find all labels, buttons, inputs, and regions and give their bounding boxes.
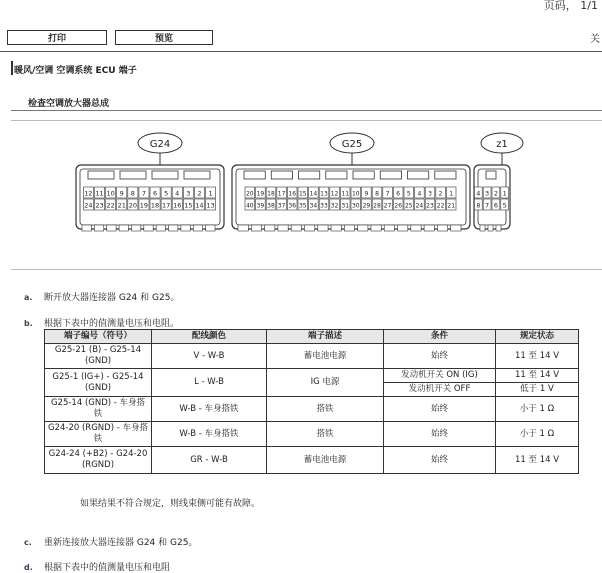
desc-cell: IG 电源: [267, 369, 384, 397]
pin-number: 19: [256, 190, 265, 198]
connector-rib: [384, 225, 394, 231]
step-b: [24, 316, 179, 329]
col-header: 配线颜色: [152, 330, 267, 344]
connector-rib: [411, 225, 421, 231]
pin-number: 35: [298, 202, 307, 210]
connector-rib: [119, 225, 128, 231]
pin-number: 1: [208, 189, 213, 198]
connector-rib: [206, 225, 215, 231]
pin-number: 18: [150, 201, 160, 210]
col-header: 端子描述: [267, 330, 384, 344]
pin-number: 2: [438, 190, 443, 198]
table-header-row: [45, 330, 579, 344]
preview-button[interactable]: 预览: [115, 30, 213, 45]
pin-number: 9: [119, 189, 124, 198]
pin-number: 5: [164, 189, 169, 198]
pin-number: 12: [330, 190, 339, 198]
wire-cell: GR - W-B: [152, 447, 267, 474]
pin-number: 6: [396, 190, 401, 198]
pin-number: 7: [141, 189, 147, 198]
pin-number: 8: [476, 201, 481, 210]
connector-rib: [331, 225, 341, 231]
pin-number: 36: [288, 202, 297, 210]
connector-rib: [107, 225, 116, 231]
pin-number: 4: [175, 189, 180, 198]
condition-cell: 发动机开关 OFF: [384, 383, 496, 397]
pin-number: 23: [95, 201, 104, 210]
terminal-cell: G25-21 (B) - G25-14 (GND): [45, 344, 152, 369]
connector-rib: [94, 225, 103, 231]
condition-cell: 始终: [384, 344, 496, 369]
pin-number: 40: [245, 202, 254, 210]
pin-number: 8: [130, 189, 135, 198]
pin-number: 30: [351, 202, 360, 210]
connector-label: G25: [341, 139, 363, 150]
connector-rib: [144, 225, 153, 231]
pin-number: 12: [84, 189, 93, 198]
pin-number: 32: [330, 202, 339, 210]
spec-cell: 11 至 14 V: [496, 447, 579, 474]
pin-number: 17: [277, 190, 286, 198]
terminal-cell: G25-14 (GND) - 车身搭铁: [45, 397, 152, 422]
connector-rib: [496, 225, 501, 231]
pin-number: 2: [197, 189, 202, 198]
connector-rib: [480, 225, 485, 231]
step-letter: a.: [24, 293, 33, 302]
table-row: [45, 369, 579, 383]
pin-number: 15: [184, 201, 193, 210]
pin-number: 9: [364, 190, 369, 198]
pin-number: 19: [139, 201, 149, 210]
pin-number: 21: [117, 201, 126, 210]
pin-number: 39: [256, 202, 265, 210]
condition-cell: 始终: [384, 397, 496, 422]
pin-number: 24: [84, 201, 93, 210]
desc-cell: 蓄电池电源: [267, 447, 384, 474]
connector-rib: [238, 225, 248, 231]
connector-rib: [278, 225, 288, 231]
connector-rib: [291, 225, 301, 231]
pin-number: 23: [426, 202, 434, 210]
connector-rib: [265, 225, 275, 231]
table-row: [45, 344, 579, 369]
pin-number: 14: [195, 201, 204, 210]
pin-number: 33: [320, 202, 328, 210]
pin-number: 3: [485, 189, 490, 198]
connector-rib: [437, 225, 447, 231]
spec-cell: 11 至 14 V: [496, 369, 579, 383]
print-button[interactable]: 打印: [7, 30, 107, 45]
pin-number: 10: [351, 190, 360, 198]
connector-rib: [371, 225, 381, 231]
pin-number: 4: [417, 190, 422, 198]
pin-number: 38: [267, 202, 275, 210]
condition-cell: 发动机开关 ON (IG): [384, 369, 496, 383]
pin-number: 2: [493, 189, 498, 198]
connector-rib: [169, 225, 178, 231]
spec-cell: 11 至 14 V: [496, 344, 579, 369]
desc-cell: 搭铁: [267, 397, 384, 422]
breadcrumb-marker: [11, 61, 13, 75]
pin-number: 3: [428, 190, 432, 198]
pin-number: 22: [436, 202, 445, 210]
spec-cell: 小于 1 Ω: [496, 397, 579, 422]
step-letter: b.: [24, 319, 33, 328]
close-link[interactable]: 关: [590, 34, 600, 45]
pin-number: 18: [267, 190, 275, 198]
pin-number: 13: [206, 201, 215, 210]
header-rule: [0, 51, 602, 52]
connector-label: G24: [149, 139, 171, 150]
pin-number: 5: [502, 201, 507, 210]
terminal-cell: G24-20 (RGND) - 车身搭铁: [45, 422, 152, 447]
pin-number: 16: [173, 201, 182, 210]
connector-rib: [358, 225, 368, 231]
pin-number: 6: [493, 201, 498, 210]
pin-number: 27: [383, 202, 392, 210]
pin-number: 13: [320, 190, 328, 198]
pin-number: 25: [404, 202, 413, 210]
spec-table: [44, 329, 579, 474]
step-text: 重新连接放大器连接器 G24 和 G25。: [44, 538, 198, 548]
connector-diagram: [0, 125, 602, 265]
connector-rib: [318, 225, 328, 231]
connector-rib: [398, 225, 408, 231]
pin-number: 7: [485, 201, 490, 210]
wire-cell: L - W-B: [152, 369, 267, 397]
pin-number: 10: [106, 189, 115, 198]
table-row: [45, 397, 579, 422]
pin-number: 31: [341, 202, 350, 210]
pin-number: 11: [95, 189, 104, 198]
pin-number: 11: [341, 190, 350, 198]
pin-number: 4: [476, 189, 481, 198]
connector-rib: [251, 225, 261, 231]
terminal-cell: G24-24 (+B2) - G24-20 (RGND): [45, 447, 152, 474]
pin-number: 22: [106, 201, 115, 210]
step-c: [24, 535, 197, 548]
connector-rib: [451, 225, 461, 231]
pin-number: 26: [394, 202, 403, 210]
pin-number: 37: [277, 202, 286, 210]
pin-number: 21: [447, 202, 456, 210]
wire-cell: W-B - 车身搭铁: [152, 422, 267, 447]
pin-number: 15: [298, 190, 307, 198]
wire-cell: W-B - 车身搭铁: [152, 397, 267, 422]
pin-number: 28: [373, 202, 381, 210]
spec-cell: 低于 1 V: [496, 383, 579, 397]
step-text: 根据下表中的值测量电压和电阻: [44, 563, 171, 573]
connector-rib: [344, 225, 354, 231]
table-row: [45, 447, 579, 474]
connector-rib: [156, 225, 165, 231]
breadcrumb: 暖风/空调 空调系统 ECU 端子: [14, 66, 137, 76]
step-text: 根据下表中的值测量电压和电阻。: [44, 319, 180, 329]
step-text: 断开放大器连接器 G24 和 G25。: [44, 293, 180, 303]
pin-number: 16: [288, 190, 297, 198]
pin-number: 5: [406, 190, 411, 198]
connector-rib: [304, 225, 314, 231]
pin-number: 29: [362, 202, 371, 210]
pin-number: 8: [375, 190, 379, 198]
step-a: [24, 290, 179, 303]
page-info: 页码， 1/1: [543, 0, 598, 12]
step-letter: d.: [24, 563, 33, 572]
pin-number: 24: [415, 202, 424, 210]
connector-rib: [488, 225, 493, 231]
col-header: 端子编号（符号）: [45, 330, 152, 344]
connector-rib: [181, 225, 190, 231]
diagram-rule: [11, 269, 602, 270]
wire-cell: V - W-B: [152, 344, 267, 369]
section-rule: [11, 120, 602, 121]
pin-number: 3: [186, 189, 191, 198]
pin-number: 7: [385, 190, 390, 198]
spec-cell: 小于 1 Ω: [496, 422, 579, 447]
terminal-cell: G25-1 (IG+) - G25-14 (GND): [45, 369, 152, 397]
col-header: 条件: [384, 330, 496, 344]
pin-number: 1: [502, 189, 507, 198]
connector-rib: [82, 225, 91, 231]
section-title: 检查空调放大器总成: [28, 99, 110, 109]
connector-rib: [131, 225, 140, 231]
pin-number: 14: [309, 190, 318, 198]
col-header: 规定状态: [496, 330, 579, 344]
pin-number: 20: [128, 201, 137, 210]
pin-number: 1: [449, 190, 454, 198]
table-row: [45, 422, 579, 447]
pin-number: 6: [152, 189, 158, 198]
desc-cell: 蓄电池电源: [267, 344, 384, 369]
desc-cell: 搭铁: [267, 422, 384, 447]
condition-cell: 始终: [384, 447, 496, 474]
pin-number: 17: [162, 201, 171, 210]
note-text: 如果结果不符合规定，则线束侧可能有故障。: [80, 499, 261, 509]
connector-label: z1: [496, 139, 508, 150]
pin-number: 34: [309, 202, 318, 210]
connector-rib: [193, 225, 202, 231]
step-d: [24, 560, 170, 573]
condition-cell: 始终: [384, 422, 496, 447]
step-letter: c.: [24, 538, 32, 547]
connector-rib: [424, 225, 434, 231]
title-rule: [11, 110, 602, 111]
pin-number: 20: [245, 190, 254, 198]
